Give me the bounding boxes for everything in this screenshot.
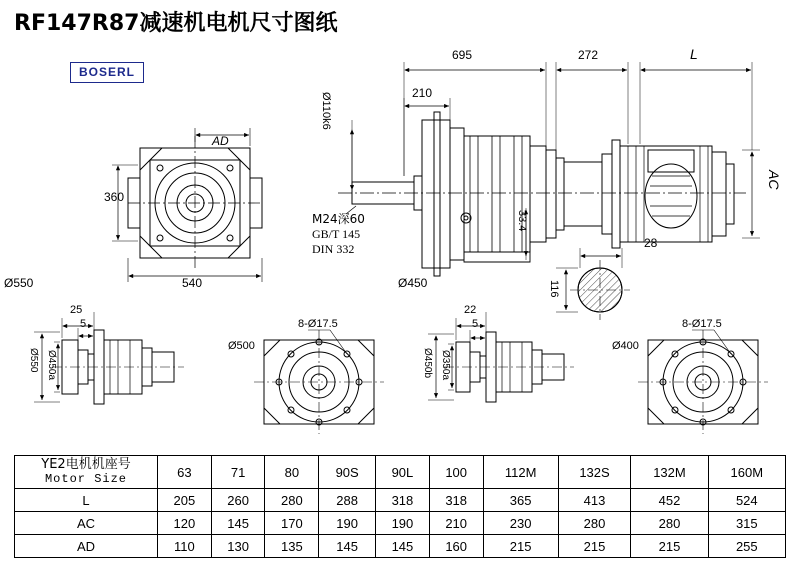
holes-left-label: 8-Ø17.5 — [298, 318, 338, 330]
table-cell: 112M — [483, 456, 558, 489]
dim-116: 116 — [548, 280, 560, 298]
dim-210: 210 — [412, 86, 433, 100]
dim-d550-label: Ø550 — [4, 276, 34, 290]
table-cell: 255 — [708, 535, 785, 558]
table-cell: 190 — [319, 512, 376, 535]
table-cell: 215 — [631, 535, 708, 558]
table-row-header-label — [15, 456, 158, 489]
dim-d110k6: Ø110k6 — [320, 92, 332, 130]
dim-d550-left: Ø550 — [28, 348, 39, 373]
dim-5-right: 5 — [472, 318, 479, 330]
table-cell: 160M — [708, 456, 785, 489]
dim-d450b-left: Ø450b — [422, 348, 433, 379]
table-cell: 170 — [265, 512, 319, 535]
table-cell: 215 — [483, 535, 558, 558]
motor-size-cn: YE2电机机座号 — [41, 457, 131, 472]
table-row — [15, 489, 786, 512]
table-row-label: L — [15, 489, 158, 512]
table-cell: 205 — [158, 489, 212, 512]
table-cell: 160 — [429, 535, 483, 558]
table-cell: 210 — [429, 512, 483, 535]
table-row — [15, 535, 786, 558]
table-cell: 280 — [631, 512, 708, 535]
table-cell: 132S — [558, 456, 631, 489]
table-cell: 110 — [158, 535, 212, 558]
table-cell: 318 — [376, 489, 430, 512]
table-cell: 80 — [265, 456, 319, 489]
dim-695: 695 — [452, 48, 473, 62]
table-cell: 145 — [211, 512, 265, 535]
table-cell: 452 — [631, 489, 708, 512]
table-cell: 100 — [429, 456, 483, 489]
dim-AD: AD — [212, 134, 229, 148]
table-cell: 280 — [558, 512, 631, 535]
table-cell: 318 — [429, 489, 483, 512]
dim-5-left: 5 — [80, 318, 87, 330]
table-cell: 132M — [631, 456, 708, 489]
table-cell: 288 — [319, 489, 376, 512]
table-row — [15, 512, 786, 535]
dim-d350a: Ø350a — [440, 350, 451, 381]
dim-28: 28 — [644, 236, 658, 250]
dim-AC: AC — [766, 170, 782, 190]
dim-25: 25 — [70, 304, 83, 316]
table-cell: 145 — [376, 535, 430, 558]
table-cell: 190 — [376, 512, 430, 535]
thread-note-line3: DIN 332 — [312, 242, 355, 256]
dim-272: 272 — [578, 48, 599, 62]
dim-33-4: 33.4 — [516, 210, 528, 232]
dim-360: 360 — [104, 190, 125, 204]
motor-size-en: Motor Size — [44, 472, 127, 486]
table-cell: 71 — [211, 456, 265, 489]
dim-d450a-left: Ø450a — [46, 350, 57, 381]
table-cell: 90S — [319, 456, 376, 489]
table-cell: 280 — [265, 489, 319, 512]
table-cell: 524 — [708, 489, 785, 512]
dim-22: 22 — [464, 304, 477, 316]
table-cell: 130 — [211, 535, 265, 558]
table-cell: 90L — [376, 456, 430, 489]
dim-L: L — [690, 46, 698, 62]
table-cell: 215 — [558, 535, 631, 558]
dim-d400-label: Ø400 — [612, 340, 639, 352]
table-row-header — [15, 456, 786, 489]
dim-d500-label: Ø500 — [228, 340, 255, 352]
table-cell: 145 — [319, 535, 376, 558]
holes-right-label: 8-Ø17.5 — [682, 318, 722, 330]
dim-d450-label: Ø450 — [398, 276, 428, 290]
thread-note-line2: GB/T 145 — [312, 227, 361, 241]
table-cell: 135 — [265, 535, 319, 558]
table-row-label: AD — [15, 535, 158, 558]
thread-note — [312, 212, 365, 257]
table-cell: 120 — [158, 512, 212, 535]
table-cell: 230 — [483, 512, 558, 535]
brand-logo: BOSERL — [70, 62, 144, 83]
motor-size-table — [14, 455, 786, 558]
thread-note-line1: M24深60 — [312, 212, 365, 226]
table-cell: 413 — [558, 489, 631, 512]
table-cell: 315 — [708, 512, 785, 535]
table-cell: 260 — [211, 489, 265, 512]
page-title: RF147R87减速机电机尺寸图纸 — [14, 11, 338, 36]
dim-540: 540 — [182, 276, 203, 290]
table-row-label: AC — [15, 512, 158, 535]
table-cell: 63 — [158, 456, 212, 489]
table-cell: 365 — [483, 489, 558, 512]
